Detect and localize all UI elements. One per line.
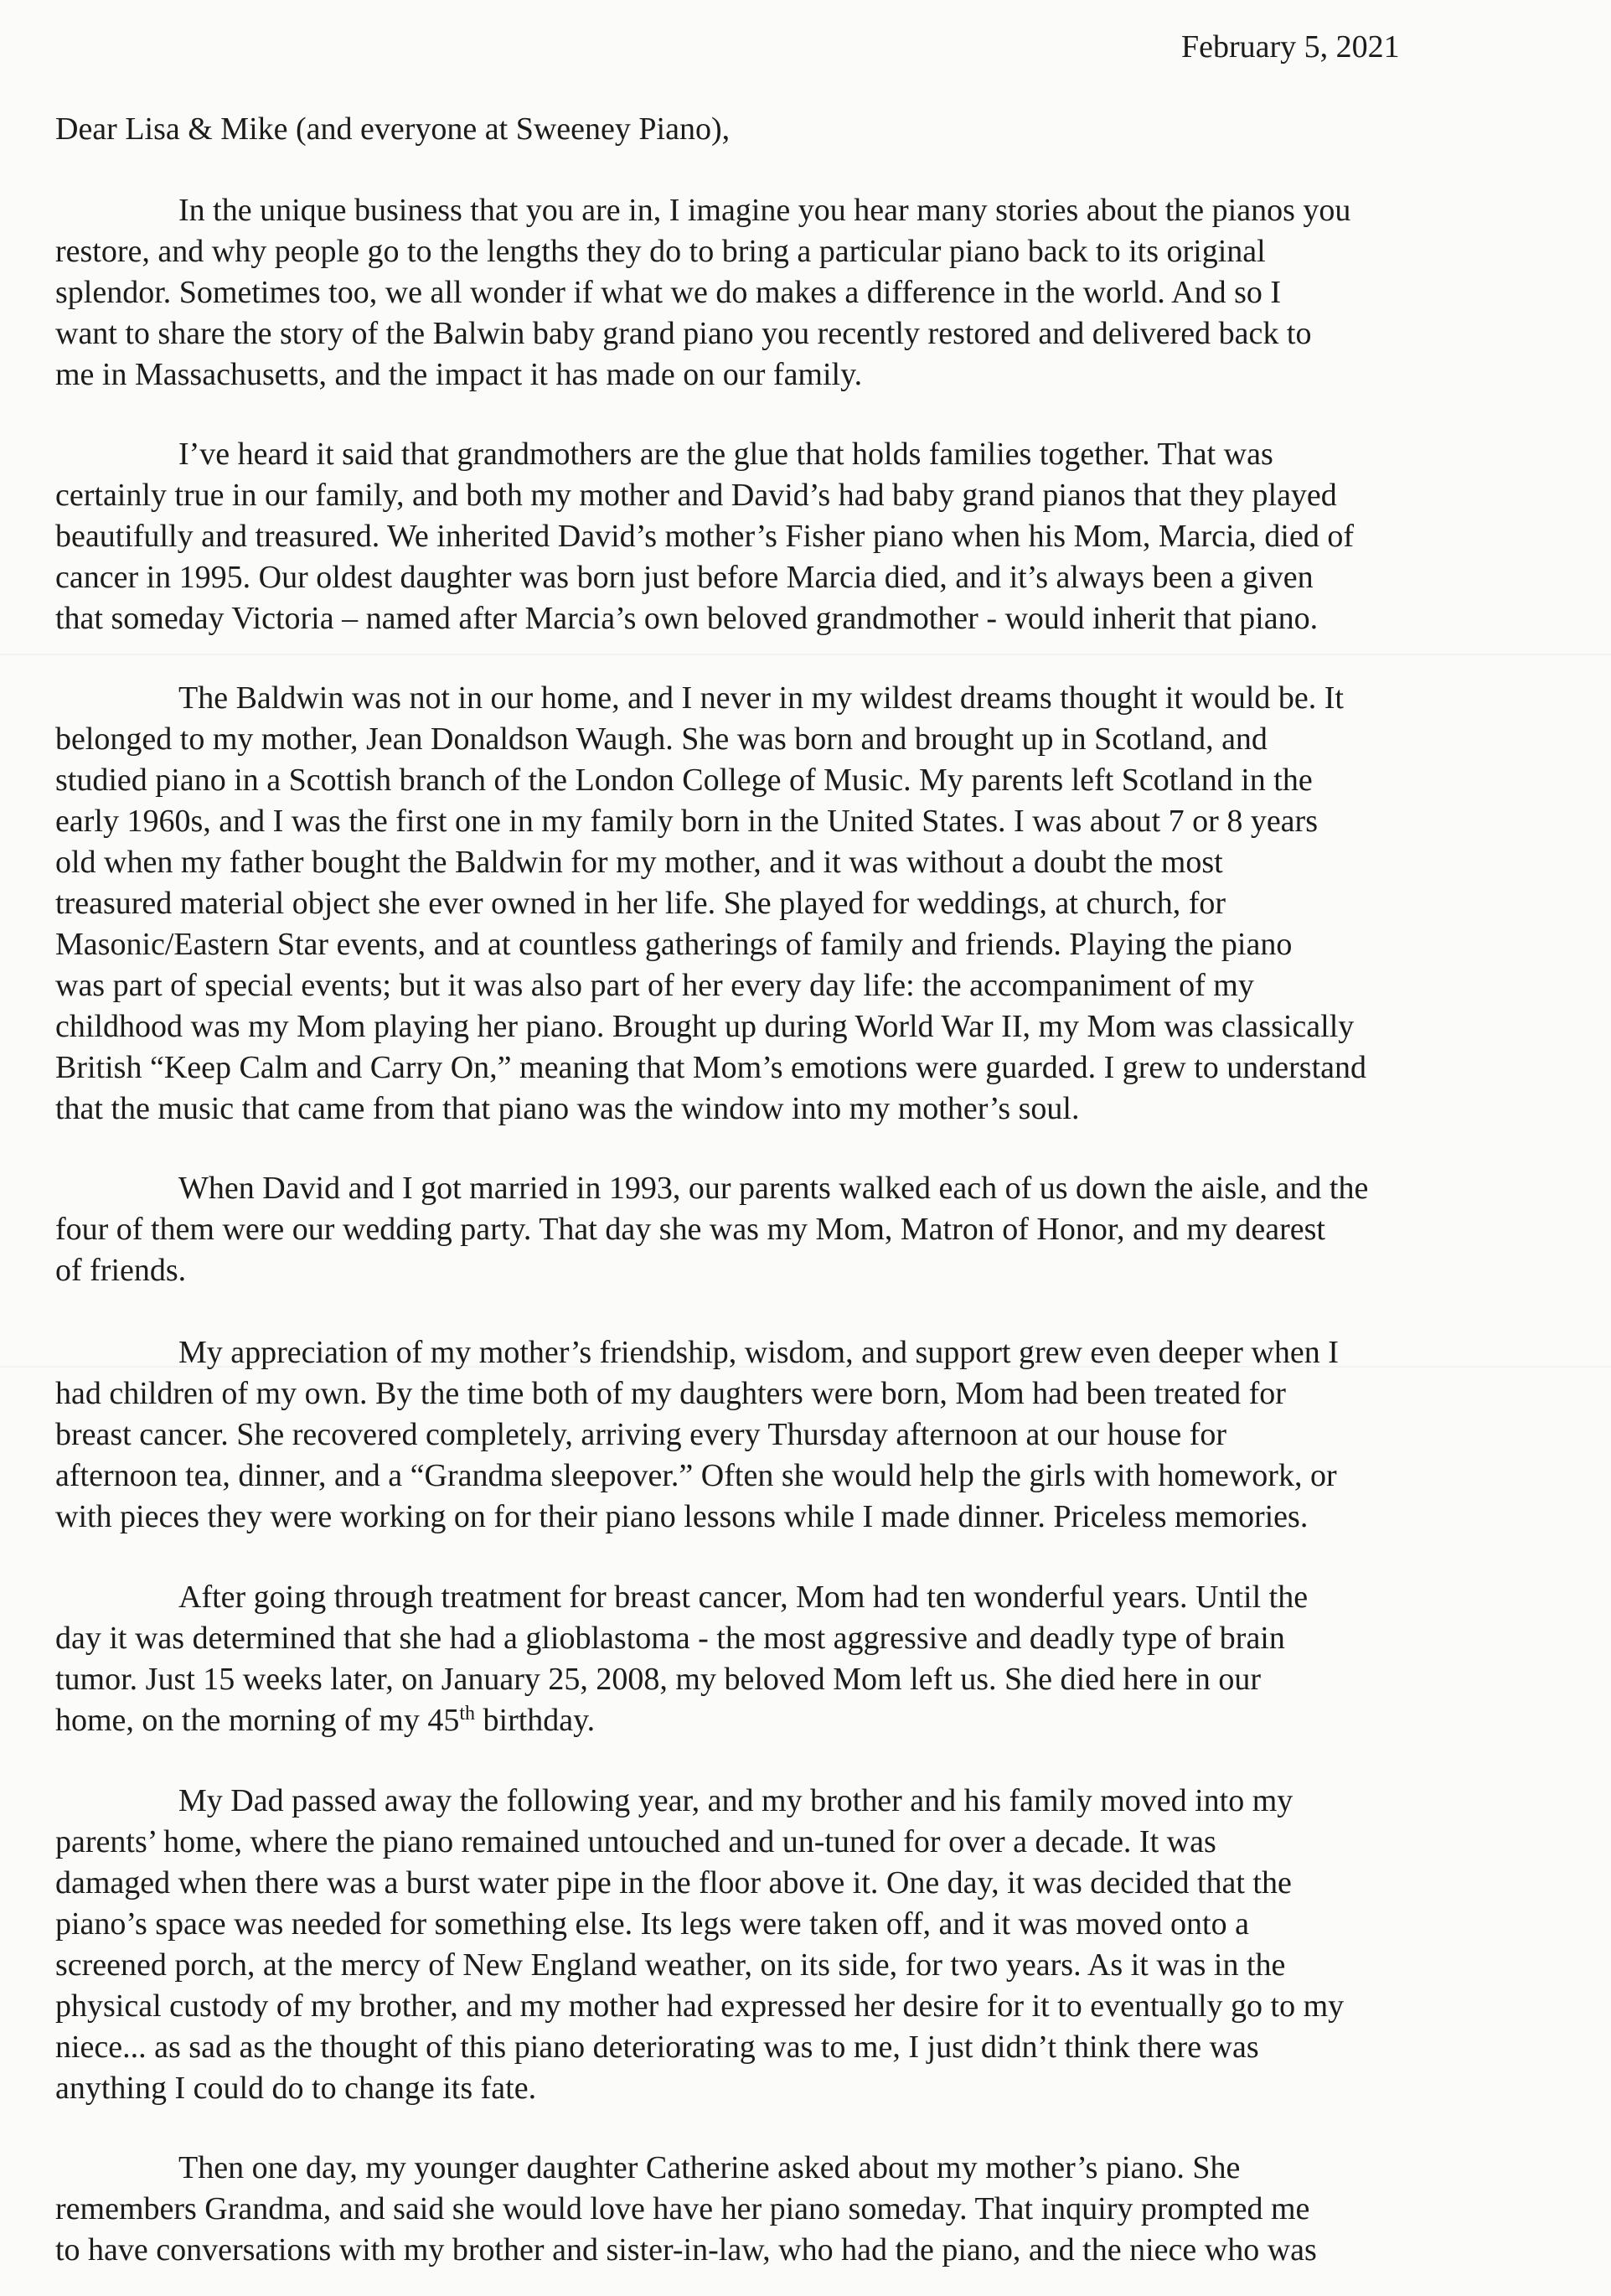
paragraph-line: studied piano in a Scottish branch of the London College of Music. My parents left Scotland in the xyxy=(55,763,1313,798)
paragraph-line: four of them were our wedding party. That day she was my Mom, Matron of Honor, and my dearest xyxy=(55,1212,1325,1247)
birthday-text-start: home, on the morning of my 45 xyxy=(55,1703,460,1738)
birthday-text-end: birthday. xyxy=(475,1703,596,1738)
paragraph-line: screened porch, at the mercy of New England weather, on its side, for two years. As it was in the xyxy=(55,1947,1286,1983)
paragraph-line: splendor. Sometimes too, we all wonder if what we do makes a difference in the world. And so I xyxy=(55,275,1282,310)
paragraph-line: belonged to my mother, Jean Donaldson Waugh. She was born and brought up in Scotland, and xyxy=(55,721,1268,757)
paragraph-line: that someday Victoria – named after Marcia’s own beloved grandmother - would inherit that piano. xyxy=(55,601,1319,636)
paragraph-line: afternoon tea, dinner, and a “Grandma sleepover.” Often she would help the girls with homework, or xyxy=(55,1458,1337,1493)
letter-paragraph xyxy=(55,434,1572,639)
letter-paragraph xyxy=(55,1332,1572,1538)
paragraph-line: treasured material object she ever owned in her life. She played for weddings, at church, for xyxy=(55,886,1226,921)
paragraph-line: to have conversations with my brother and sister-in-law, who had the piano, and the niece who was xyxy=(55,2232,1317,2268)
paragraph-line: Masonic/Eastern Star events, and at countless gatherings of family and friends. Playing the piano xyxy=(55,927,1293,962)
paragraph-line: certainly true in our family, and both my mother and David’s had baby grand pianos that they played xyxy=(55,478,1337,513)
letter-date: February 5, 2021 xyxy=(1181,29,1400,65)
ordinal-suffix: th xyxy=(459,1703,476,1725)
paragraph-line: The Baldwin was not in our home, and I never in my wildest dreams thought it would be. It xyxy=(178,680,1344,716)
paragraph-line: My appreciation of my mother’s friendship, wisdom, and support grew even deeper when I xyxy=(178,1335,1339,1370)
paragraph-line: parents’ home, where the piano remained untouched and un-tuned for over a decade. It was xyxy=(55,1824,1216,1859)
paragraph-line: had children of my own. By the time both of my daughters were born, Mom had been treated for xyxy=(55,1376,1286,1411)
letter-paragraph xyxy=(55,1577,1572,1741)
paragraph-line: tumor. Just 15 weeks later, on January 25, 2008, my beloved Mom left us. She died here in our xyxy=(55,1662,1262,1697)
paragraph-line-birthday xyxy=(55,1700,1572,1741)
paragraph-line: anything I could do to change its fate. xyxy=(55,2071,537,2106)
paper-fold-line xyxy=(0,654,1611,655)
paragraph-line: British “Keep Calm and Carry On,” meaning that Mom’s emotions were guarded. I grew to understand xyxy=(55,1050,1366,1085)
paragraph-line: remembers Grandma, and said she would love have her piano someday. That inquiry prompted me xyxy=(55,2191,1310,2226)
paragraph-line: In the unique business that you are in, I imagine you hear many stories about the pianos you xyxy=(178,193,1351,228)
paragraph-line: early 1960s, and I was the first one in my family born in the United States. I was about 7 or 8 years xyxy=(55,804,1318,839)
letter-paragraph xyxy=(55,2148,1572,2271)
letter-paragraph xyxy=(55,190,1572,396)
letter-paragraph xyxy=(55,678,1572,1130)
letter-paragraph xyxy=(55,1168,1572,1291)
paragraph-line: piano’s space was needed for something else. Its legs were taken off, and it was moved onto a xyxy=(55,1906,1249,1942)
letter-salutation: Dear Lisa & Mike (and everyone at Sweeney Piano), xyxy=(55,111,731,147)
paragraph-line: cancer in 1995. Our oldest daughter was born just before Marcia died, and it’s always been a given xyxy=(55,560,1314,595)
paragraph-line: After going through treatment for breast cancer, Mom had ten wonderful years. Until the xyxy=(178,1580,1309,1615)
paragraph-line: old when my father bought the Baldwin for my mother, and it was without a doubt the most xyxy=(55,845,1223,880)
paragraph-line: restore, and why people go to the lengths they do to bring a particular piano back to its original xyxy=(55,234,1266,269)
paragraph-line: want to share the story of the Balwin baby grand piano you recently restored and delivered back to xyxy=(55,316,1312,351)
paragraph-line: Then one day, my younger daughter Catherine asked about my mother’s piano. She xyxy=(178,2150,1241,2185)
paragraph-line: that the music that came from that piano was the window into my mother’s soul. xyxy=(55,1091,1080,1126)
paragraph-line: physical custody of my brother, and my mother had expressed her desire for it to eventually go to my xyxy=(55,1988,1345,2024)
letter-paragraph xyxy=(55,1781,1572,2109)
paragraph-line: of friends. xyxy=(55,1253,187,1288)
paragraph-line: damaged when there was a burst water pipe in the floor above it. One day, it was decided that the xyxy=(55,1865,1292,1900)
paragraph-line: My Dad passed away the following year, and my brother and his family moved into my xyxy=(178,1783,1293,1818)
paragraph-line: niece... as sad as the thought of this piano deteriorating was to me, I just didn’t think there was xyxy=(55,2030,1259,2065)
paragraph-line: was part of special events; but it was also part of her every day life: the accompaniment of my xyxy=(55,968,1254,1003)
paragraph-line: beautifully and treasured. We inherited David’s mother’s Fisher piano when his Mom, Marcia, died of xyxy=(55,519,1355,554)
paragraph-line: childhood was my Mom playing her piano. Brought up during World War II, my Mom was classically xyxy=(55,1009,1355,1044)
paragraph-line: When David and I got married in 1993, our parents walked each of us down the aisle, and the xyxy=(178,1171,1369,1206)
paragraph-line: with pieces they were working on for their piano lessons while I made dinner. Priceless memories. xyxy=(55,1499,1309,1534)
paragraph-line: breast cancer. She recovered completely, arriving every Thursday afternoon at our house for xyxy=(55,1417,1227,1452)
paragraph-line: me in Massachusetts, and the impact it has made on our family. xyxy=(55,357,863,392)
paragraph-line: day it was determined that she had a glioblastoma - the most aggressive and deadly type of brain xyxy=(55,1621,1285,1656)
paragraph-line: I’ve heard it said that grandmothers are the glue that holds families together. That was xyxy=(178,437,1273,472)
